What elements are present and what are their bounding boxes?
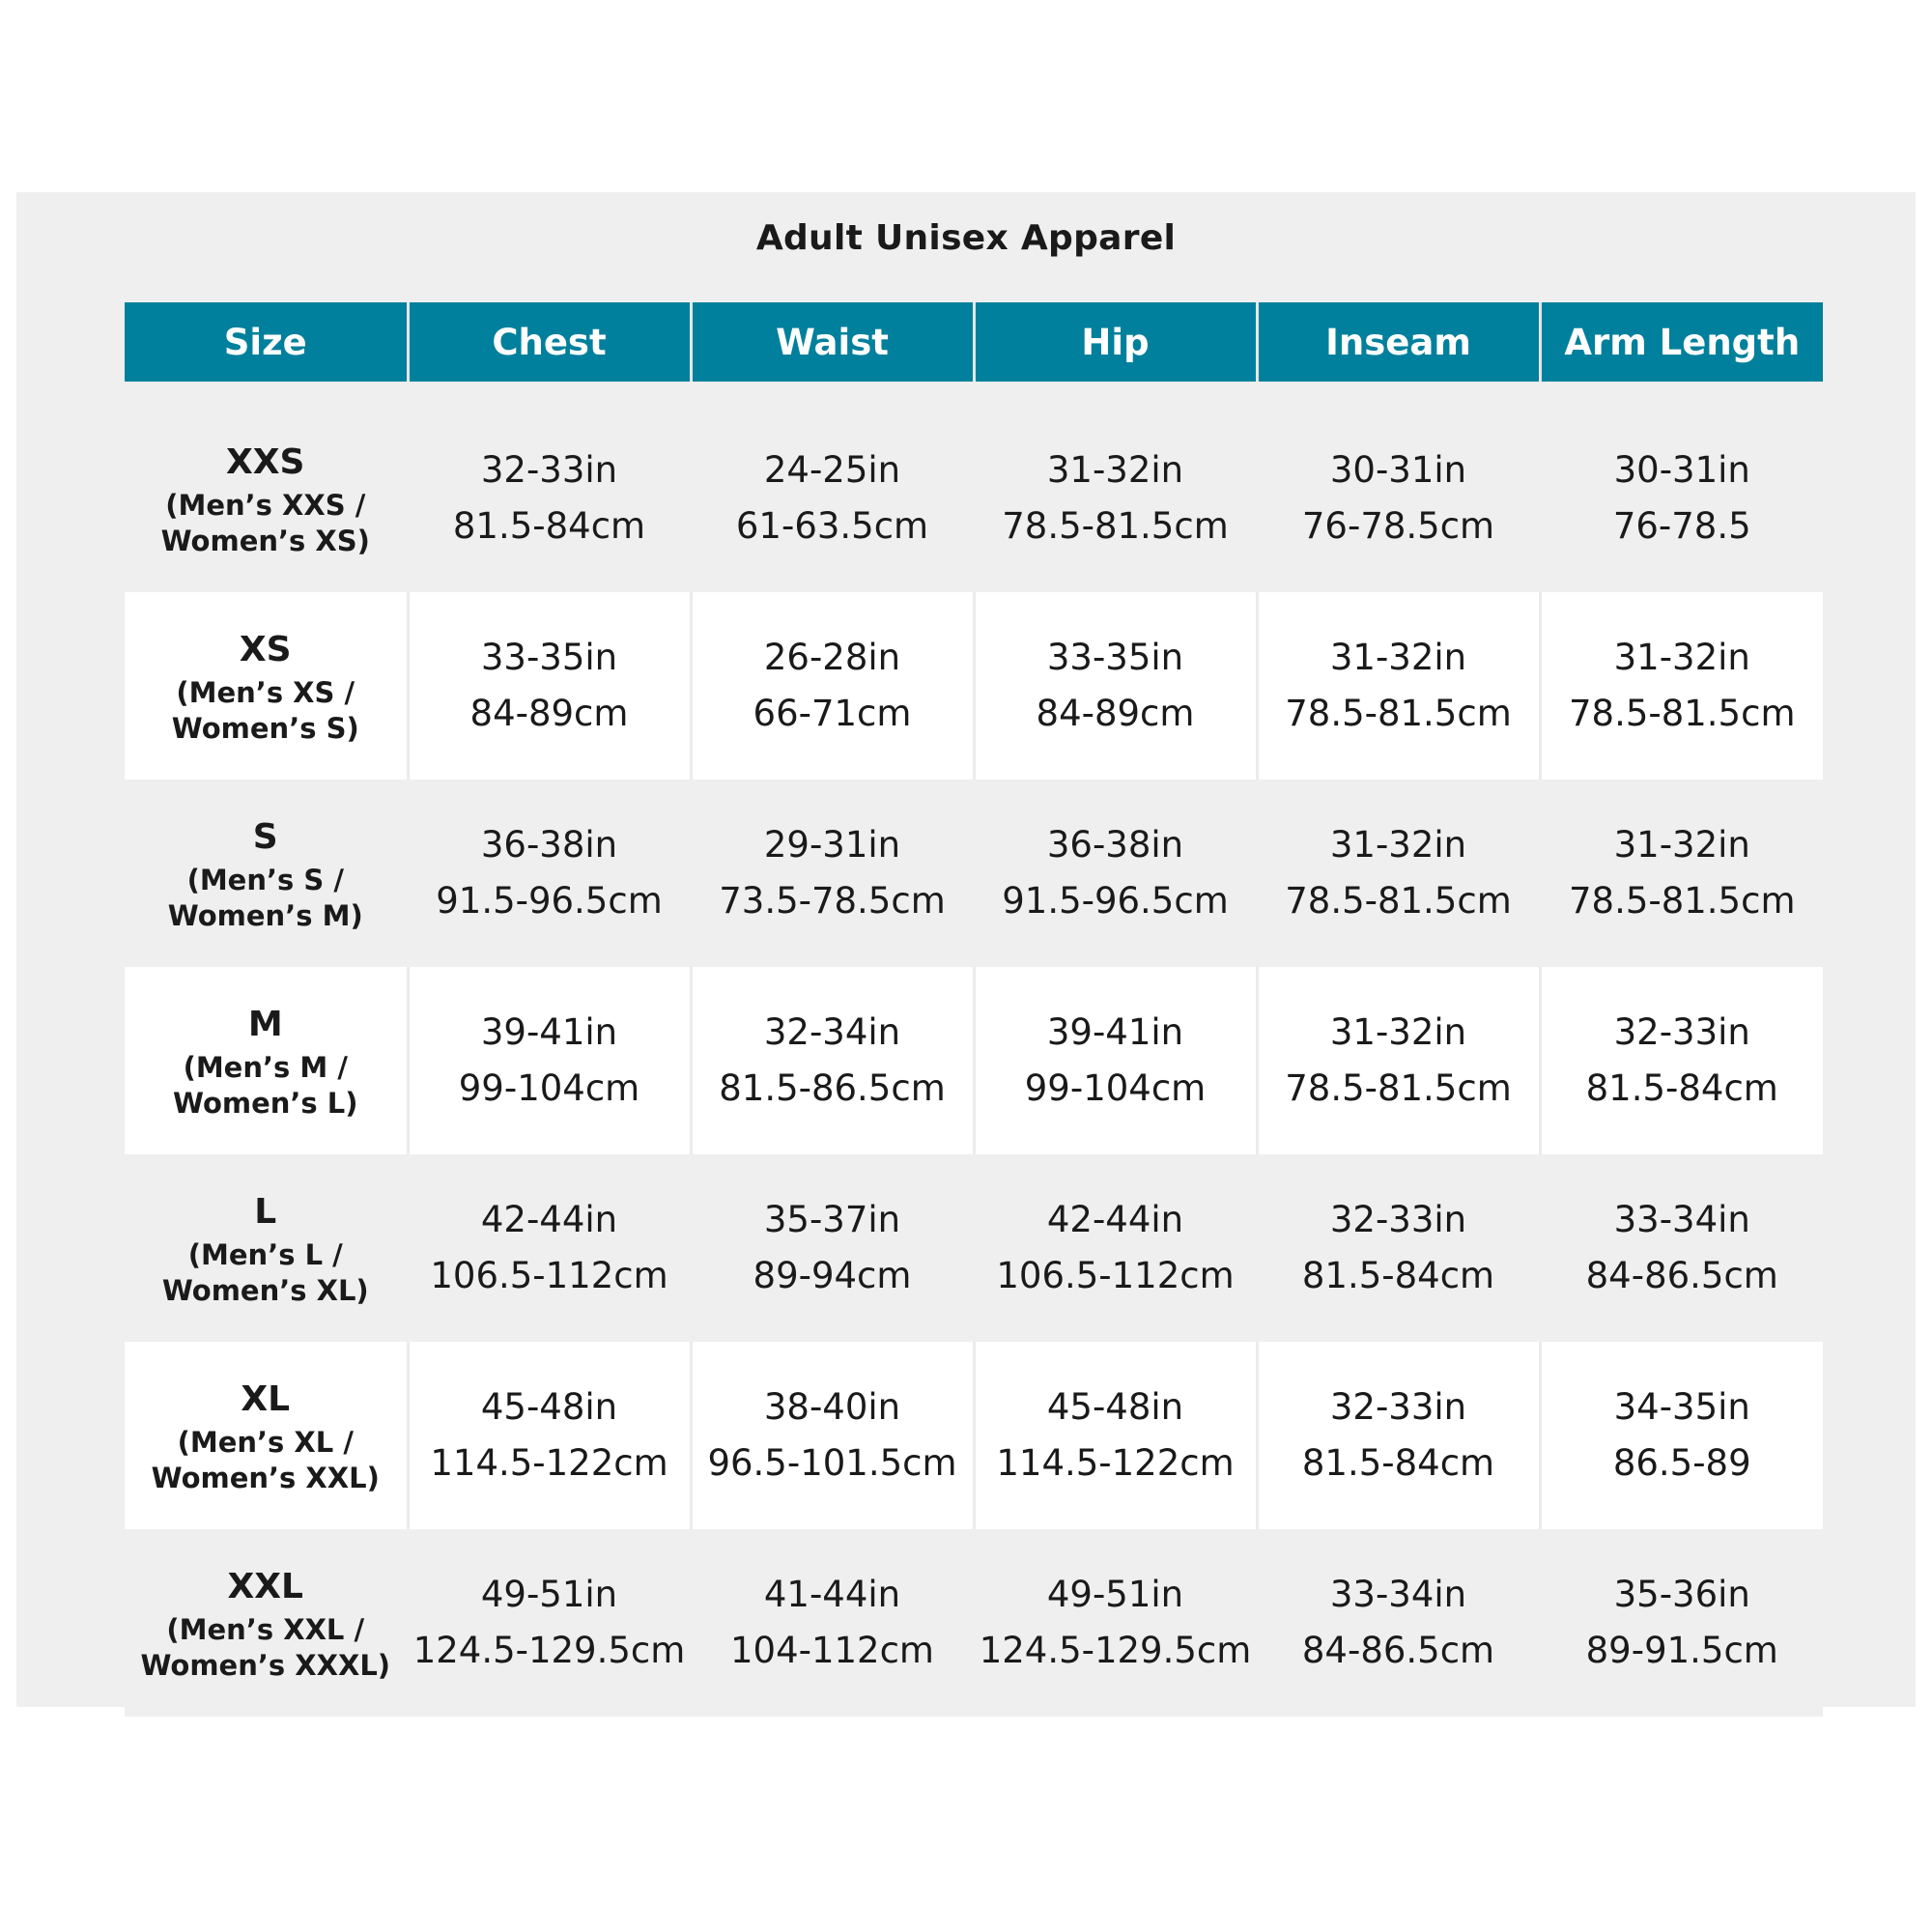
- chest-in: 33-35in: [480, 637, 618, 678]
- inseam-cm: 78.5-81.5cm: [1285, 1067, 1512, 1109]
- chest-in: 32-33in: [480, 449, 618, 491]
- size-equivalent: (Men’s L /: [187, 1238, 343, 1271]
- size-equivalent: (Men’s XL /: [177, 1426, 354, 1459]
- size-code: L: [254, 1192, 277, 1232]
- arm-in: 30-31in: [1613, 449, 1750, 491]
- arm-cm: 89-91.5cm: [1585, 1630, 1778, 1671]
- header-waist: Waist: [691, 302, 974, 382]
- inseam-cell: [1257, 1529, 1540, 1717]
- size-cell: [125, 1342, 408, 1529]
- header-hip: Hip: [974, 302, 1257, 382]
- size-equivalent: Women’s L): [172, 1087, 358, 1120]
- size-code: XXL: [227, 1567, 303, 1606]
- inseam-cm: 76-78.5cm: [1301, 505, 1495, 547]
- hip-in: 49-51in: [1046, 1574, 1184, 1615]
- chest-cm: 114.5-122cm: [430, 1442, 668, 1484]
- arm-cm: 86.5-89: [1612, 1442, 1751, 1484]
- chest-cm: 99-104cm: [458, 1067, 640, 1109]
- header-size: Size: [125, 302, 408, 382]
- inseam-cm: 81.5-84cm: [1301, 1442, 1495, 1484]
- chest-in: 39-41in: [480, 1011, 618, 1053]
- arm-in: 35-36in: [1613, 1574, 1750, 1615]
- inseam-in: 32-33in: [1329, 1199, 1467, 1240]
- size-equivalent: Women’s XXL): [151, 1462, 380, 1494]
- hip-cell: [974, 1529, 1257, 1717]
- inseam-in: 31-32in: [1329, 637, 1467, 678]
- chest-in: 36-38in: [480, 824, 618, 866]
- waist-cell: [691, 1529, 974, 1717]
- arm-cm: 76-78.5: [1612, 505, 1751, 547]
- chest-cell: [408, 780, 691, 967]
- waist-cm: 61-63.5cm: [735, 505, 929, 547]
- size-equivalent: (Men’s M /: [183, 1051, 348, 1084]
- hip-cm: 106.5-112cm: [996, 1255, 1235, 1296]
- inseam-cm: 78.5-81.5cm: [1285, 693, 1512, 734]
- chest-cell: [408, 967, 691, 1154]
- header-chest: Chest: [408, 302, 691, 382]
- waist-cm: 66-71cm: [753, 693, 912, 734]
- chest-cell: [408, 1342, 691, 1529]
- hip-cm: 124.5-129.5cm: [979, 1630, 1252, 1671]
- hip-in: 33-35in: [1046, 637, 1184, 678]
- hip-cm: 84-89cm: [1036, 693, 1195, 734]
- hip-in: 36-38in: [1046, 824, 1184, 866]
- arm-length-cell: [1540, 780, 1823, 967]
- waist-cell: [691, 1154, 974, 1342]
- waist-cm: 104-112cm: [730, 1630, 934, 1671]
- hip-in: 42-44in: [1046, 1199, 1184, 1240]
- arm-cm: 78.5-81.5cm: [1568, 693, 1796, 734]
- inseam-cell: [1257, 1154, 1540, 1342]
- arm-in: 31-32in: [1613, 824, 1750, 866]
- inseam-in: 33-34in: [1329, 1574, 1467, 1615]
- chest-cell: [408, 1154, 691, 1342]
- table-row: [125, 1529, 1823, 1717]
- size-code: XXS: [226, 442, 305, 482]
- spacer: [125, 382, 1823, 405]
- arm-cm: 78.5-81.5cm: [1568, 880, 1796, 922]
- waist-cell: [691, 1342, 974, 1529]
- chest-cm: 84-89cm: [469, 693, 629, 734]
- hip-cell: [974, 1342, 1257, 1529]
- header-arm-length: Arm Length: [1540, 302, 1823, 382]
- size-cell: [125, 405, 408, 592]
- chest-cm: 124.5-129.5cm: [412, 1630, 686, 1671]
- hip-cell: [974, 592, 1257, 780]
- size-cell: [125, 780, 408, 967]
- size-code: XS: [239, 630, 292, 669]
- inseam-cm: 84-86.5cm: [1301, 1630, 1495, 1671]
- inseam-cm: 81.5-84cm: [1301, 1255, 1495, 1296]
- table-row: [125, 405, 1823, 592]
- inseam-cell: [1257, 967, 1540, 1154]
- waist-cell: [691, 967, 974, 1154]
- inseam-in: 30-31in: [1329, 449, 1467, 491]
- chest-in: 49-51in: [480, 1574, 618, 1615]
- hip-cell: [974, 780, 1257, 967]
- waist-in: 32-34in: [763, 1011, 901, 1053]
- waist-cell: [691, 780, 974, 967]
- hip-in: 45-48in: [1046, 1386, 1184, 1428]
- arm-length-cell: [1540, 1154, 1823, 1342]
- header-inseam: Inseam: [1257, 302, 1540, 382]
- arm-in: 32-33in: [1613, 1011, 1750, 1053]
- size-cell: [125, 967, 408, 1154]
- inseam-cell: [1257, 592, 1540, 780]
- arm-in: 34-35in: [1613, 1386, 1750, 1428]
- arm-length-cell: [1540, 405, 1823, 592]
- hip-cell: [974, 1154, 1257, 1342]
- inseam-in: 31-32in: [1329, 824, 1467, 866]
- arm-cm: 81.5-84cm: [1585, 1067, 1778, 1109]
- waist-in: 35-37in: [763, 1199, 901, 1240]
- hip-cm: 78.5-81.5cm: [1002, 505, 1229, 547]
- hip-in: 31-32in: [1046, 449, 1184, 491]
- table-row: [125, 1154, 1823, 1342]
- chest-cell: [408, 1529, 691, 1717]
- size-equivalent: (Men’s XXS /: [165, 489, 366, 522]
- waist-cm: 96.5-101.5cm: [707, 1442, 957, 1484]
- chest-cm: 81.5-84cm: [452, 505, 646, 547]
- inseam-cell: [1257, 405, 1540, 592]
- waist-in: 29-31in: [763, 824, 901, 866]
- hip-cm: 114.5-122cm: [996, 1442, 1235, 1484]
- hip-in: 39-41in: [1046, 1011, 1184, 1053]
- table-row: [125, 780, 1823, 967]
- size-code: S: [252, 817, 278, 857]
- size-equivalent: Women’s XS): [160, 525, 370, 557]
- waist-cm: 89-94cm: [753, 1255, 912, 1296]
- size-equivalent: Women’s XL): [161, 1274, 369, 1307]
- arm-length-cell: [1540, 592, 1823, 780]
- hip-cell: [974, 967, 1257, 1154]
- size-equivalent: (Men’s S /: [186, 864, 344, 896]
- chest-in: 42-44in: [480, 1199, 618, 1240]
- arm-in: 33-34in: [1613, 1199, 1750, 1240]
- size-equivalent: (Men’s XXL /: [166, 1613, 365, 1646]
- header-row: [125, 302, 1823, 382]
- hip-cm: 91.5-96.5cm: [1002, 880, 1229, 922]
- table-row: [125, 967, 1823, 1154]
- arm-length-cell: [1540, 967, 1823, 1154]
- inseam-in: 31-32in: [1329, 1011, 1467, 1053]
- waist-cell: [691, 592, 974, 780]
- size-code: XL: [241, 1379, 291, 1419]
- inseam-in: 32-33in: [1329, 1386, 1467, 1428]
- waist-in: 24-25in: [763, 449, 901, 491]
- inseam-cm: 78.5-81.5cm: [1285, 880, 1512, 922]
- waist-cm: 81.5-86.5cm: [719, 1067, 946, 1109]
- size-chart-table: [125, 302, 1823, 1717]
- table-row: [125, 592, 1823, 780]
- chart-title: Adult Unisex Apparel: [755, 218, 1177, 258]
- arm-cm: 84-86.5cm: [1585, 1255, 1778, 1296]
- waist-in: 41-44in: [763, 1574, 901, 1615]
- waist-in: 26-28in: [763, 637, 901, 678]
- inseam-cell: [1257, 780, 1540, 967]
- size-cell: [125, 592, 408, 780]
- inseam-cell: [1257, 1342, 1540, 1529]
- arm-in: 31-32in: [1613, 637, 1750, 678]
- size-code: M: [247, 1005, 283, 1044]
- waist-cell: [691, 405, 974, 592]
- waist-in: 38-40in: [763, 1386, 901, 1428]
- chest-cm: 106.5-112cm: [430, 1255, 668, 1296]
- arm-length-cell: [1540, 1529, 1823, 1717]
- size-cell: [125, 1529, 408, 1717]
- hip-cell: [974, 405, 1257, 592]
- chest-cm: 91.5-96.5cm: [436, 880, 663, 922]
- chest-cell: [408, 592, 691, 780]
- size-equivalent: (Men’s XS /: [176, 676, 355, 709]
- arm-length-cell: [1540, 1342, 1823, 1529]
- hip-cm: 99-104cm: [1024, 1067, 1207, 1109]
- table-row: [125, 1342, 1823, 1529]
- chest-in: 45-48in: [480, 1386, 618, 1428]
- size-equivalent: Women’s XXXL): [140, 1649, 391, 1682]
- chest-cell: [408, 405, 691, 592]
- waist-cm: 73.5-78.5cm: [719, 880, 946, 922]
- size-equivalent: Women’s M): [167, 899, 363, 932]
- size-cell: [125, 1154, 408, 1342]
- size-equivalent: Women’s S): [171, 712, 359, 745]
